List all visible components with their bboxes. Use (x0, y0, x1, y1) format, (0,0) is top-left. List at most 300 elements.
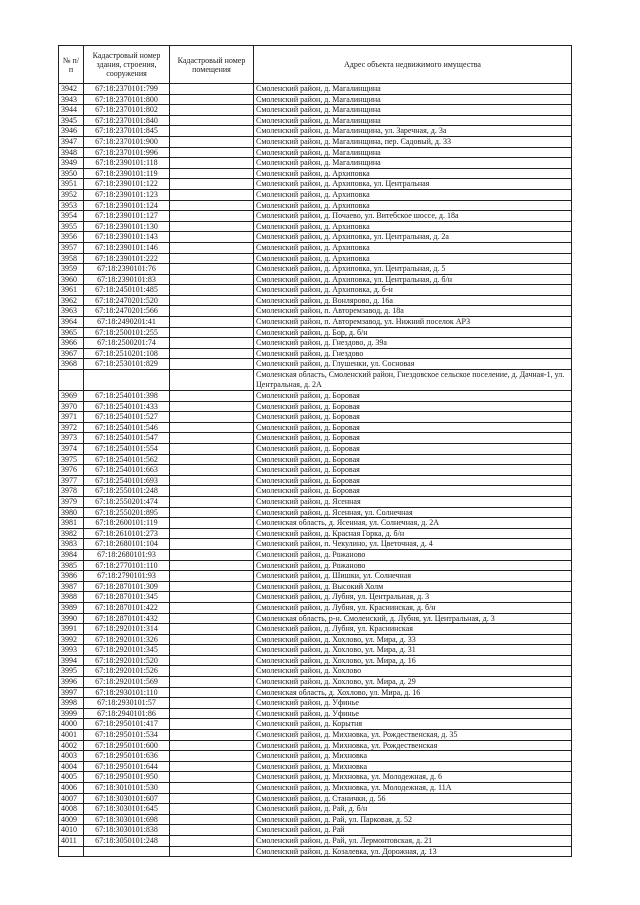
cadastral-room-cell (170, 507, 254, 518)
cadastral-building-cell: 67:18:2370101:845 (84, 126, 170, 137)
table-row (59, 253, 572, 264)
cadastral-room-cell (170, 264, 254, 275)
row-number: 3991 (59, 624, 84, 635)
row-number: 3958 (59, 253, 84, 264)
cadastral-building-cell: 67:18:2940101:86 (84, 708, 170, 719)
table-header (59, 46, 572, 84)
address-cell: Смоленский район, д. Михновка (254, 761, 572, 772)
cadastral-building-cell: 67:18:2390101:124 (84, 200, 170, 211)
cadastral-room-cell (170, 444, 254, 455)
cadastral-room-cell (170, 348, 254, 359)
row-number: 3948 (59, 147, 84, 158)
table-row (59, 136, 572, 147)
cadastral-room-cell (170, 846, 254, 857)
cadastral-building-cell: 67:18:2920101:345 (84, 645, 170, 656)
table-row (59, 200, 572, 211)
address-cell: Смоленский район, д. Магалинщина, пер. Садовый, д. 33 (254, 136, 572, 147)
address-cell: Смоленский район, д. Архиповка (254, 168, 572, 179)
row-number: 3967 (59, 348, 84, 359)
table-row (59, 634, 572, 645)
row-number: 3959 (59, 264, 84, 275)
cadastral-room-cell (170, 211, 254, 222)
address-cell: Смоленский район, д. Рай, ул. Лермонтовская, д. 21 (254, 835, 572, 846)
table-row (59, 433, 572, 444)
cadastral-room-cell (170, 666, 254, 677)
table-row (59, 444, 572, 455)
cadastral-room-cell (170, 274, 254, 285)
table-row (59, 327, 572, 338)
table-row (59, 189, 572, 200)
row-number: 3964 (59, 317, 84, 328)
address-cell: Смоленский район, д. Лубня, ул. Центральная, д. 3 (254, 592, 572, 603)
row-number: 3950 (59, 168, 84, 179)
cadastral-building-cell: 67:18:2540101:554 (84, 444, 170, 455)
table-row (59, 338, 572, 349)
row-number: 4010 (59, 825, 84, 836)
cadastral-room-cell (170, 751, 254, 762)
row-number: 3983 (59, 539, 84, 550)
row-number: 4007 (59, 793, 84, 804)
cadastral-room-cell (170, 602, 254, 613)
table-row (59, 486, 572, 497)
row-number: 3997 (59, 687, 84, 698)
address-cell: Смоленский район, д. Хохлово, ул. Мира, д. 16 (254, 655, 572, 666)
row-number: 3979 (59, 496, 84, 507)
address-cell: Смоленский район, д. Гнездово (254, 348, 572, 359)
table-row (59, 412, 572, 423)
row-number: 3949 (59, 158, 84, 169)
table-row (59, 793, 572, 804)
address-cell: Смоленский район, д. Магалинщина, ул. Заречная, д. 3а (254, 126, 572, 137)
row-number: 4000 (59, 719, 84, 730)
table-row (59, 317, 572, 328)
cadastral-building-cell: 67:18:3010101:530 (84, 783, 170, 794)
cadastral-building-cell (84, 370, 170, 391)
cadastral-room-cell (170, 528, 254, 539)
row-number: 3970 (59, 401, 84, 412)
table-row (59, 147, 572, 158)
cadastral-building-cell: 67:18:2870101:422 (84, 602, 170, 613)
cadastral-room-cell (170, 793, 254, 804)
table-row (59, 370, 572, 391)
table-row (59, 740, 572, 751)
address-cell: Смоленский район, д. Козалевка, ул. Дорожная, д. 13 (254, 846, 572, 857)
table-row (59, 105, 572, 116)
table-row (59, 645, 572, 656)
table-row (59, 528, 572, 539)
table-row (59, 825, 572, 836)
cadastral-room-cell (170, 539, 254, 550)
cadastral-building-cell: 67:18:2370101:799 (84, 84, 170, 95)
row-number: 3961 (59, 285, 84, 296)
address-cell: Смоленский район, д. Михновка (254, 751, 572, 762)
cadastral-room-cell (170, 655, 254, 666)
row-number (59, 370, 84, 391)
cadastral-room-cell (170, 560, 254, 571)
table-row (59, 211, 572, 222)
table-row (59, 783, 572, 794)
cadastral-room-cell (170, 370, 254, 391)
cadastral-room-cell (170, 433, 254, 444)
table-row (59, 571, 572, 582)
header-num: № п/п (59, 46, 84, 84)
cadastral-building-cell: 67:18:2530101:829 (84, 359, 170, 370)
row-number: 3990 (59, 613, 84, 624)
row-number: 3966 (59, 338, 84, 349)
cadastral-room-cell (170, 105, 254, 116)
address-cell: Смоленский район, д. Рожаново (254, 549, 572, 560)
cadastral-room-cell (170, 285, 254, 296)
address-cell: Смоленский район, д. Архиповка (254, 189, 572, 200)
cadastral-building-cell: 67:18:2950101:534 (84, 730, 170, 741)
cadastral-building-cell: 67:18:2930101:110 (84, 687, 170, 698)
cadastral-building-cell: 67:18:2540101:433 (84, 401, 170, 412)
cadastral-room-cell (170, 592, 254, 603)
row-number: 3946 (59, 126, 84, 137)
row-number: 3989 (59, 602, 84, 613)
cadastral-room-cell (170, 200, 254, 211)
cadastral-room-cell (170, 84, 254, 95)
address-cell: Смоленский район, д. Рожаново (254, 560, 572, 571)
cadastral-room-cell (170, 698, 254, 709)
cadastral-building-cell: 67:18:2610101:273 (84, 528, 170, 539)
row-number: 3951 (59, 179, 84, 190)
table-row (59, 126, 572, 137)
cadastral-building-cell: 67:18:2540101:546 (84, 422, 170, 433)
cadastral-building-cell: 67:18:2950101:644 (84, 761, 170, 772)
cadastral-room-cell (170, 412, 254, 423)
row-number: 3988 (59, 592, 84, 603)
table-row (59, 730, 572, 741)
table-row (59, 708, 572, 719)
row-number: 3954 (59, 211, 84, 222)
cadastral-building-cell: 67:18:2390101:122 (84, 179, 170, 190)
address-cell: Смоленский район, д. Вонлярово, д. 16а (254, 295, 572, 306)
cadastral-room-cell (170, 242, 254, 253)
cadastral-room-cell (170, 719, 254, 730)
cadastral-building-cell: 67:18:2390101:222 (84, 253, 170, 264)
cadastral-building-cell: 67:18:2770101:110 (84, 560, 170, 571)
cadastral-building-cell: 67:18:2870101:309 (84, 581, 170, 592)
cadastral-room-cell (170, 401, 254, 412)
row-number: 3974 (59, 444, 84, 455)
cadastral-room-cell (170, 687, 254, 698)
address-cell: Смоленский район, д. Рай (254, 825, 572, 836)
cadastral-room-cell (170, 645, 254, 656)
row-number: 3963 (59, 306, 84, 317)
cadastral-room-cell (170, 391, 254, 402)
table-row (59, 221, 572, 232)
table-row (59, 698, 572, 709)
row-number: 3960 (59, 274, 84, 285)
address-cell: Смоленский район, д. Боровая (254, 486, 572, 497)
cadastral-room-cell (170, 677, 254, 688)
cadastral-building-cell: 67:18:2600101:119 (84, 518, 170, 529)
cadastral-building-cell: 67:18:2950101:950 (84, 772, 170, 783)
table-row (59, 348, 572, 359)
address-cell: Смоленский район, д. Боровая (254, 433, 572, 444)
address-cell: Смоленский район, д. Боровая (254, 412, 572, 423)
cadastral-room-cell (170, 518, 254, 529)
cadastral-building-cell: 67:18:2500101:255 (84, 327, 170, 338)
table-row (59, 496, 572, 507)
row-number: 3978 (59, 486, 84, 497)
cadastral-building-cell: 67:18:3030101:838 (84, 825, 170, 836)
cadastral-room-cell (170, 804, 254, 815)
cadastral-room-cell (170, 624, 254, 635)
address-cell: Смоленский район, д. Хохлово, ул. Мира, д. 33 (254, 634, 572, 645)
cadastral-building-cell: 67:18:3030101:607 (84, 793, 170, 804)
header-address: Адрес объекта недвижимого имущества (254, 46, 572, 84)
table-row (59, 158, 572, 169)
cadastral-room-cell (170, 730, 254, 741)
header-cadastral-room: Кадастровый номер помещения (170, 46, 254, 84)
address-cell: Смоленский район, д. Михновка, ул. Рождественская (254, 740, 572, 751)
address-cell: Смоленский район, д. Боровая (254, 444, 572, 455)
address-cell: Смоленский район, д. Рай, ул. Парковая, д. 52 (254, 814, 572, 825)
cadastral-room-cell (170, 94, 254, 105)
cadastral-building-cell: 67:18:2550101:248 (84, 486, 170, 497)
cadastral-building-cell: 67:18:2550201:895 (84, 507, 170, 518)
cadastral-building-cell: 67:18:2920101:526 (84, 666, 170, 677)
row-number: 4006 (59, 783, 84, 794)
cadastral-room-cell (170, 454, 254, 465)
row-number: 3944 (59, 105, 84, 116)
cadastral-building-cell: 67:18:2470201:520 (84, 295, 170, 306)
address-cell: Смоленский район, д. Архиповка (254, 221, 572, 232)
address-cell: Смоленский район, д. Лубня, ул. Краснинская (254, 624, 572, 635)
address-cell: Смоленский район, д. Боровая (254, 401, 572, 412)
address-cell: Смоленский район, д. Шишки, ул. Солнечная (254, 571, 572, 582)
table-row (59, 295, 572, 306)
address-cell: Смоленский район, д. Боровая (254, 454, 572, 465)
cadastral-building-cell: 67:18:2390101:119 (84, 168, 170, 179)
cadastral-building-cell: 67:18:2370101:802 (84, 105, 170, 116)
cadastral-building-cell: 67:18:2370101:840 (84, 115, 170, 126)
address-cell: Смоленский район, д. Магалинщина (254, 115, 572, 126)
table-row (59, 306, 572, 317)
cadastral-room-cell (170, 147, 254, 158)
table-row (59, 475, 572, 486)
cadastral-building-cell: 67:18:2390101:123 (84, 189, 170, 200)
cadastral-room-cell (170, 783, 254, 794)
cadastral-building-cell: 67:18:2540101:547 (84, 433, 170, 444)
table-row (59, 814, 572, 825)
cadastral-room-cell (170, 613, 254, 624)
cadastral-building-cell: 67:18:2470201:566 (84, 306, 170, 317)
row-number: 4008 (59, 804, 84, 815)
cadastral-building-cell: 67:18:2540101:693 (84, 475, 170, 486)
table-row (59, 666, 572, 677)
cadastral-room-cell (170, 486, 254, 497)
address-cell: Смоленская область, д. Ясенная, ул. Солнечная, д. 2А (254, 518, 572, 529)
table-row (59, 602, 572, 613)
cadastral-room-cell (170, 232, 254, 243)
address-cell: Смоленская область, д. Хохлово, ул. Мира, д. 16 (254, 687, 572, 698)
address-cell: Смоленский район, д. Ясенная, ул. Солнечная (254, 507, 572, 518)
table-row (59, 772, 572, 783)
address-cell: Смоленский район, д. Гнездово, д. 39а (254, 338, 572, 349)
row-number: 3995 (59, 666, 84, 677)
address-cell: Смоленский район, д. Станички, д. 56 (254, 793, 572, 804)
cadastral-building-cell: 67:18:2390101:76 (84, 264, 170, 275)
cadastral-building-cell: 67:18:2390101:146 (84, 242, 170, 253)
cadastral-room-cell (170, 338, 254, 349)
table-row (59, 804, 572, 815)
address-cell: Смоленский район, д. Магалинщина (254, 147, 572, 158)
row-number: 3976 (59, 465, 84, 476)
header-cadastral-building: Кадастровый номер здания, строения, сооружения (84, 46, 170, 84)
row-number: 3953 (59, 200, 84, 211)
cadastral-building-cell: 67:18:3030101:645 (84, 804, 170, 815)
row-number: 3969 (59, 391, 84, 402)
address-cell: Смоленская область, Смоленский район, Гнездовское сельское поселение, д. Дачная-1, ул. Центральная, д. 2А (254, 370, 572, 391)
cadastral-building-cell: 67:18:2790101:93 (84, 571, 170, 582)
row-number: 3986 (59, 571, 84, 582)
row-number: 3957 (59, 242, 84, 253)
row-number: 3987 (59, 581, 84, 592)
cadastral-building-cell: 67:18:2950101:417 (84, 719, 170, 730)
cadastral-room-cell (170, 475, 254, 486)
address-cell: Смоленский район, д. Уфинье (254, 708, 572, 719)
address-cell: Смоленский район, д. Ясенная (254, 496, 572, 507)
address-cell: Смоленский район, д. Михновка, ул. Молодежная, д. 11А (254, 783, 572, 794)
row-number: 4003 (59, 751, 84, 762)
address-cell: Смоленский район, д. Почаево, ул. Витебское шоссе, д. 18а (254, 211, 572, 222)
table-row (59, 560, 572, 571)
cadastral-building-cell: 67:18:2390101:83 (84, 274, 170, 285)
address-cell: Смоленский район, д. Хохлово, ул. Мира, д. 31 (254, 645, 572, 656)
row-number: 3985 (59, 560, 84, 571)
row-number: 3996 (59, 677, 84, 688)
cadastral-room-cell (170, 581, 254, 592)
row-number (59, 846, 84, 857)
row-number: 3993 (59, 645, 84, 656)
address-cell: Смоленский район, д. Уфинье (254, 698, 572, 709)
address-cell: Смоленский район, д. Корытня (254, 719, 572, 730)
table-row (59, 84, 572, 95)
cadastral-room-cell (170, 708, 254, 719)
table-row (59, 751, 572, 762)
cadastral-building-cell (84, 846, 170, 857)
address-cell: Смоленский район, д. Глушенки, ул. Сосновая (254, 359, 572, 370)
table-row (59, 242, 572, 253)
row-number: 4011 (59, 835, 84, 846)
table-row (59, 549, 572, 560)
table-row (59, 507, 572, 518)
row-number: 3945 (59, 115, 84, 126)
cadastral-building-cell: 67:18:2920101:569 (84, 677, 170, 688)
table-row (59, 168, 572, 179)
table-row (59, 624, 572, 635)
cadastral-building-cell: 67:18:2930101:57 (84, 698, 170, 709)
address-cell: Смоленский район, д. Красная Горка, д. б/н (254, 528, 572, 539)
cadastral-building-cell: 67:18:2510201:108 (84, 348, 170, 359)
table-row (59, 835, 572, 846)
table-row (59, 115, 572, 126)
address-cell: Смоленский район, д. Архиповка, д. б-н (254, 285, 572, 296)
table-row (59, 581, 572, 592)
table-row (59, 846, 572, 857)
row-number: 3981 (59, 518, 84, 529)
table-row (59, 391, 572, 402)
address-cell: Смоленский район, д. Михновка, ул. Молодежная, д. 6 (254, 772, 572, 783)
cadastral-room-cell (170, 253, 254, 264)
cadastral-building-cell: 67:18:2500201:74 (84, 338, 170, 349)
address-cell: Смоленский район, д. Архиповка, ул. Центральная (254, 179, 572, 190)
address-cell: Смоленский район, п. Чекулино, ул. Цветочная, д. 4 (254, 539, 572, 550)
row-number: 3984 (59, 549, 84, 560)
address-cell: Смоленский район, п. Авторемзавод, ул. Нижний поселок АРЗ (254, 317, 572, 328)
address-cell: Смоленский район, д. Боровая (254, 391, 572, 402)
cadastral-building-cell: 67:18:2540101:663 (84, 465, 170, 476)
address-cell: Смоленский район, д. Архиповка, ул. Центральная, д. 2а (254, 232, 572, 243)
cadastral-building-cell: 67:18:2370101:996 (84, 147, 170, 158)
row-number: 3968 (59, 359, 84, 370)
address-cell: Смоленский район, д. Магалинщина (254, 105, 572, 116)
cadastral-building-cell: 67:18:3050101:248 (84, 835, 170, 846)
row-number: 4001 (59, 730, 84, 741)
cadastral-building-cell: 67:18:2390101:118 (84, 158, 170, 169)
cadastral-room-cell (170, 221, 254, 232)
cadastral-room-cell (170, 158, 254, 169)
address-cell: Смоленский район, д. Боровая (254, 475, 572, 486)
table-row (59, 761, 572, 772)
cadastral-room-cell (170, 422, 254, 433)
row-number: 3971 (59, 412, 84, 423)
cadastral-building-cell: 67:18:2390101:143 (84, 232, 170, 243)
address-cell: Смоленский район, д. Михновка, ул. Рождественская, д. 35 (254, 730, 572, 741)
address-cell: Смоленская область, р-н. Смоленский, д. Лубня, ул. Центральная, д. 3 (254, 613, 572, 624)
address-cell: Смоленский район, д. Магалинщина (254, 84, 572, 95)
cadastral-room-cell (170, 634, 254, 645)
row-number: 3975 (59, 454, 84, 465)
address-cell: Смоленский район, д. Хохлово, ул. Мира, д. 29 (254, 677, 572, 688)
table-row (59, 94, 572, 105)
address-cell: Смоленский район, д. Боровая (254, 465, 572, 476)
row-number: 3994 (59, 655, 84, 666)
table-row (59, 274, 572, 285)
cadastral-room-cell (170, 825, 254, 836)
cadastral-building-cell: 67:18:2370101:800 (84, 94, 170, 105)
row-number: 3947 (59, 136, 84, 147)
cadastral-building-cell: 67:18:2680101:104 (84, 539, 170, 550)
row-number: 3956 (59, 232, 84, 243)
property-table (58, 45, 572, 857)
cadastral-building-cell: 67:18:2540101:562 (84, 454, 170, 465)
table-row (59, 422, 572, 433)
cadastral-room-cell (170, 496, 254, 507)
cadastral-building-cell: 67:18:2390101:127 (84, 211, 170, 222)
address-cell: Смоленский район, д. Архиповка (254, 242, 572, 253)
cadastral-room-cell (170, 306, 254, 317)
cadastral-building-cell: 67:18:2540101:527 (84, 412, 170, 423)
row-number: 3942 (59, 84, 84, 95)
row-number: 3973 (59, 433, 84, 444)
cadastral-building-cell: 67:18:2390101:130 (84, 221, 170, 232)
cadastral-room-cell (170, 359, 254, 370)
cadastral-building-cell: 67:18:2920101:326 (84, 634, 170, 645)
row-number: 4009 (59, 814, 84, 825)
row-number: 3999 (59, 708, 84, 719)
table-row (59, 401, 572, 412)
table-row (59, 613, 572, 624)
row-number: 3952 (59, 189, 84, 200)
cadastral-room-cell (170, 740, 254, 751)
cadastral-building-cell: 67:18:2370101:900 (84, 136, 170, 147)
row-number: 3943 (59, 94, 84, 105)
cadastral-building-cell: 67:18:2680101:93 (84, 549, 170, 560)
